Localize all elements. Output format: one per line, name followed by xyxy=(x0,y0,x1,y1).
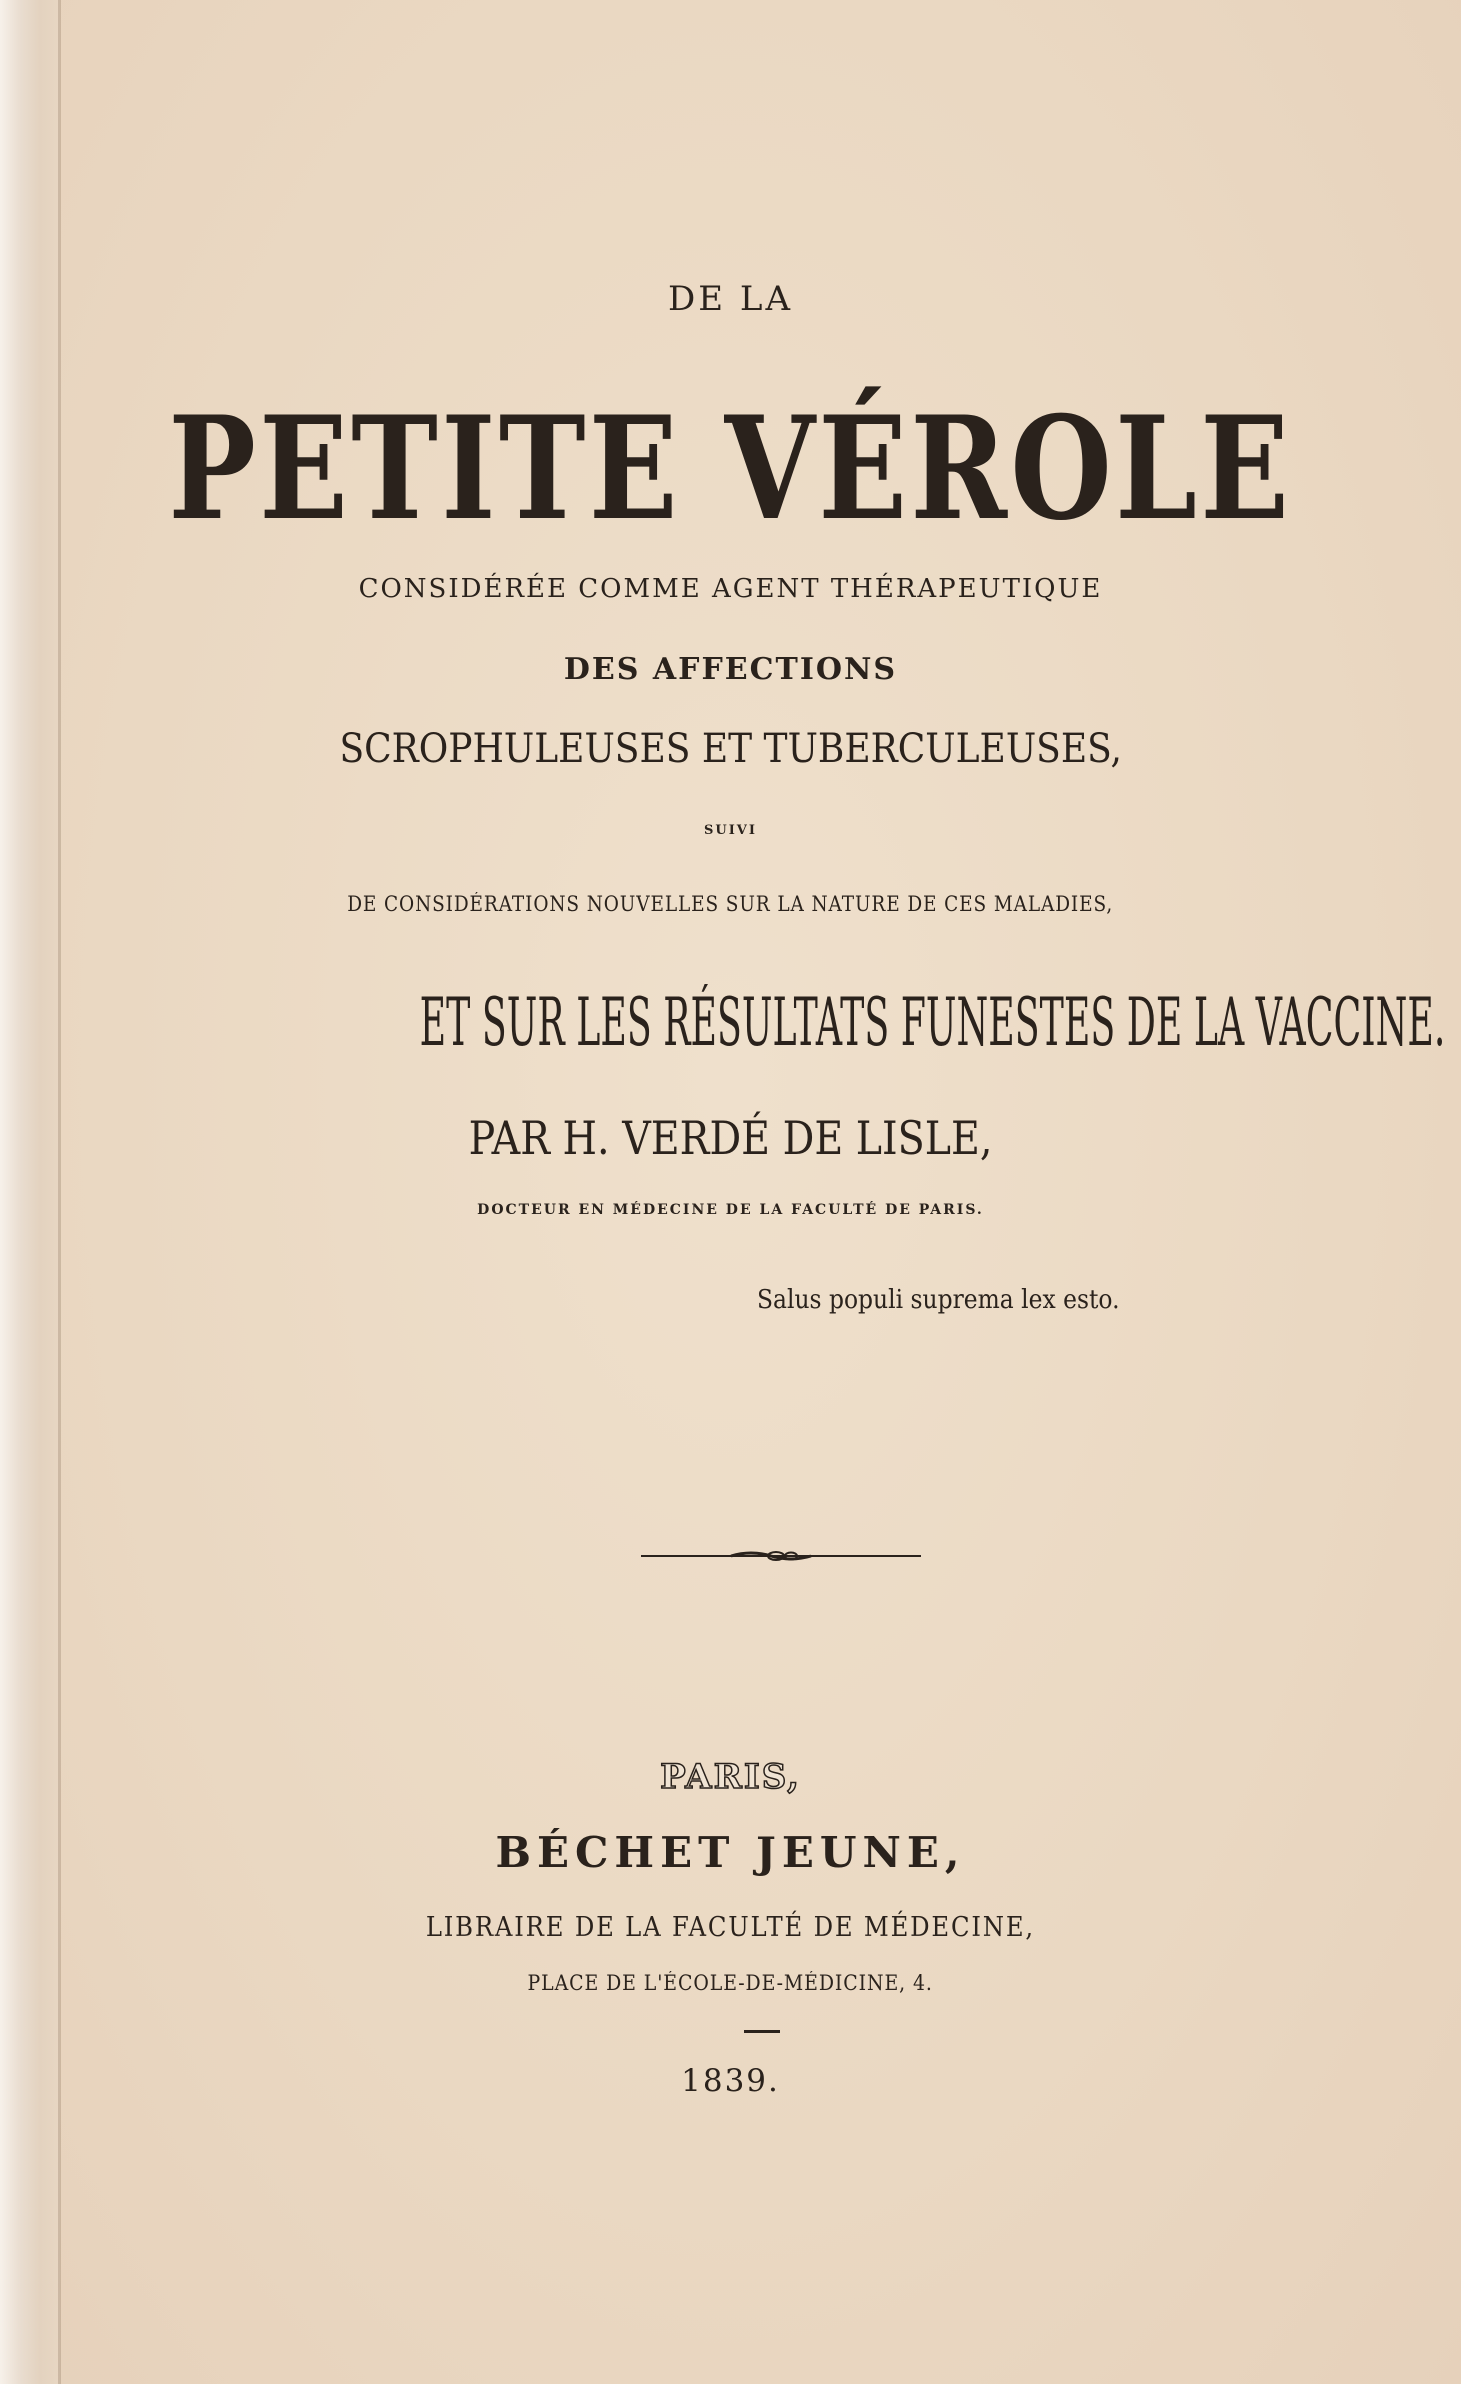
subtitle-3 xyxy=(0,726,1461,772)
motto xyxy=(757,1287,1160,1313)
author xyxy=(0,1111,1461,1165)
motto-text: Salus populi suprema lex esto. xyxy=(757,1285,1120,1315)
subtitle-3-text: SCROPHULEUSES ET TUBERCULEUSES, xyxy=(339,726,1122,772)
pre-title-text: DE LA xyxy=(667,279,794,319)
subtitle-5-text: ET SUR LES RÉSULTATS FUNESTES DE LA VACCINE. xyxy=(419,984,1446,1061)
author-text: PAR H. VERDÉ DE LISLE, xyxy=(468,1111,993,1165)
ornament-rule xyxy=(641,1549,921,1563)
pre-title xyxy=(0,279,1461,319)
subtitle-1 xyxy=(0,576,1461,602)
subtitle-2 xyxy=(0,652,1461,687)
subtitle-4-text: DE CONSIDÉRATIONS NOUVELLES SUR LA NATURE DE CES MALADIES, xyxy=(347,892,1114,916)
imprint-city xyxy=(0,1757,1461,1797)
subtitle-2-text: DES AFFECTIONS xyxy=(563,652,898,687)
divider-dash xyxy=(744,2030,780,2033)
year-text: 1839. xyxy=(681,2063,780,2099)
imprint-year xyxy=(0,2063,1461,2099)
imprint-publisher xyxy=(0,1828,1461,1877)
connector-text: SUIVI xyxy=(704,823,757,838)
credentials-text: DOCTEUR EN MÉDECINE DE LA FACULTÉ DE PARIS. xyxy=(477,1202,984,1218)
city-text: PARIS, xyxy=(660,1757,801,1797)
address-text: PLACE DE L'ÉCOLE-DE-MÉDICINE, 4. xyxy=(527,1971,934,1995)
main-title-text: PETITE VÉROLE xyxy=(168,386,1293,552)
imprint-publisher-title xyxy=(0,1914,1461,1941)
subtitle-1-text: CONSIDÉRÉE COMME AGENT THÉRAPEUTIQUE xyxy=(358,574,1103,604)
imprint-address xyxy=(0,1973,1461,1994)
author-credentials xyxy=(0,1203,1461,1217)
fold-line xyxy=(58,0,61,2384)
main-title xyxy=(0,386,1461,552)
publisher-text: BÉCHET JEUNE, xyxy=(495,1828,966,1877)
connector xyxy=(0,824,1461,837)
binding-edge xyxy=(0,0,60,2384)
publisher-title-text: LIBRAIRE DE LA FACULTÉ DE MÉDECINE, xyxy=(425,1912,1036,1943)
subtitle-4 xyxy=(0,894,1461,915)
subtitle-5 xyxy=(0,984,1461,1061)
